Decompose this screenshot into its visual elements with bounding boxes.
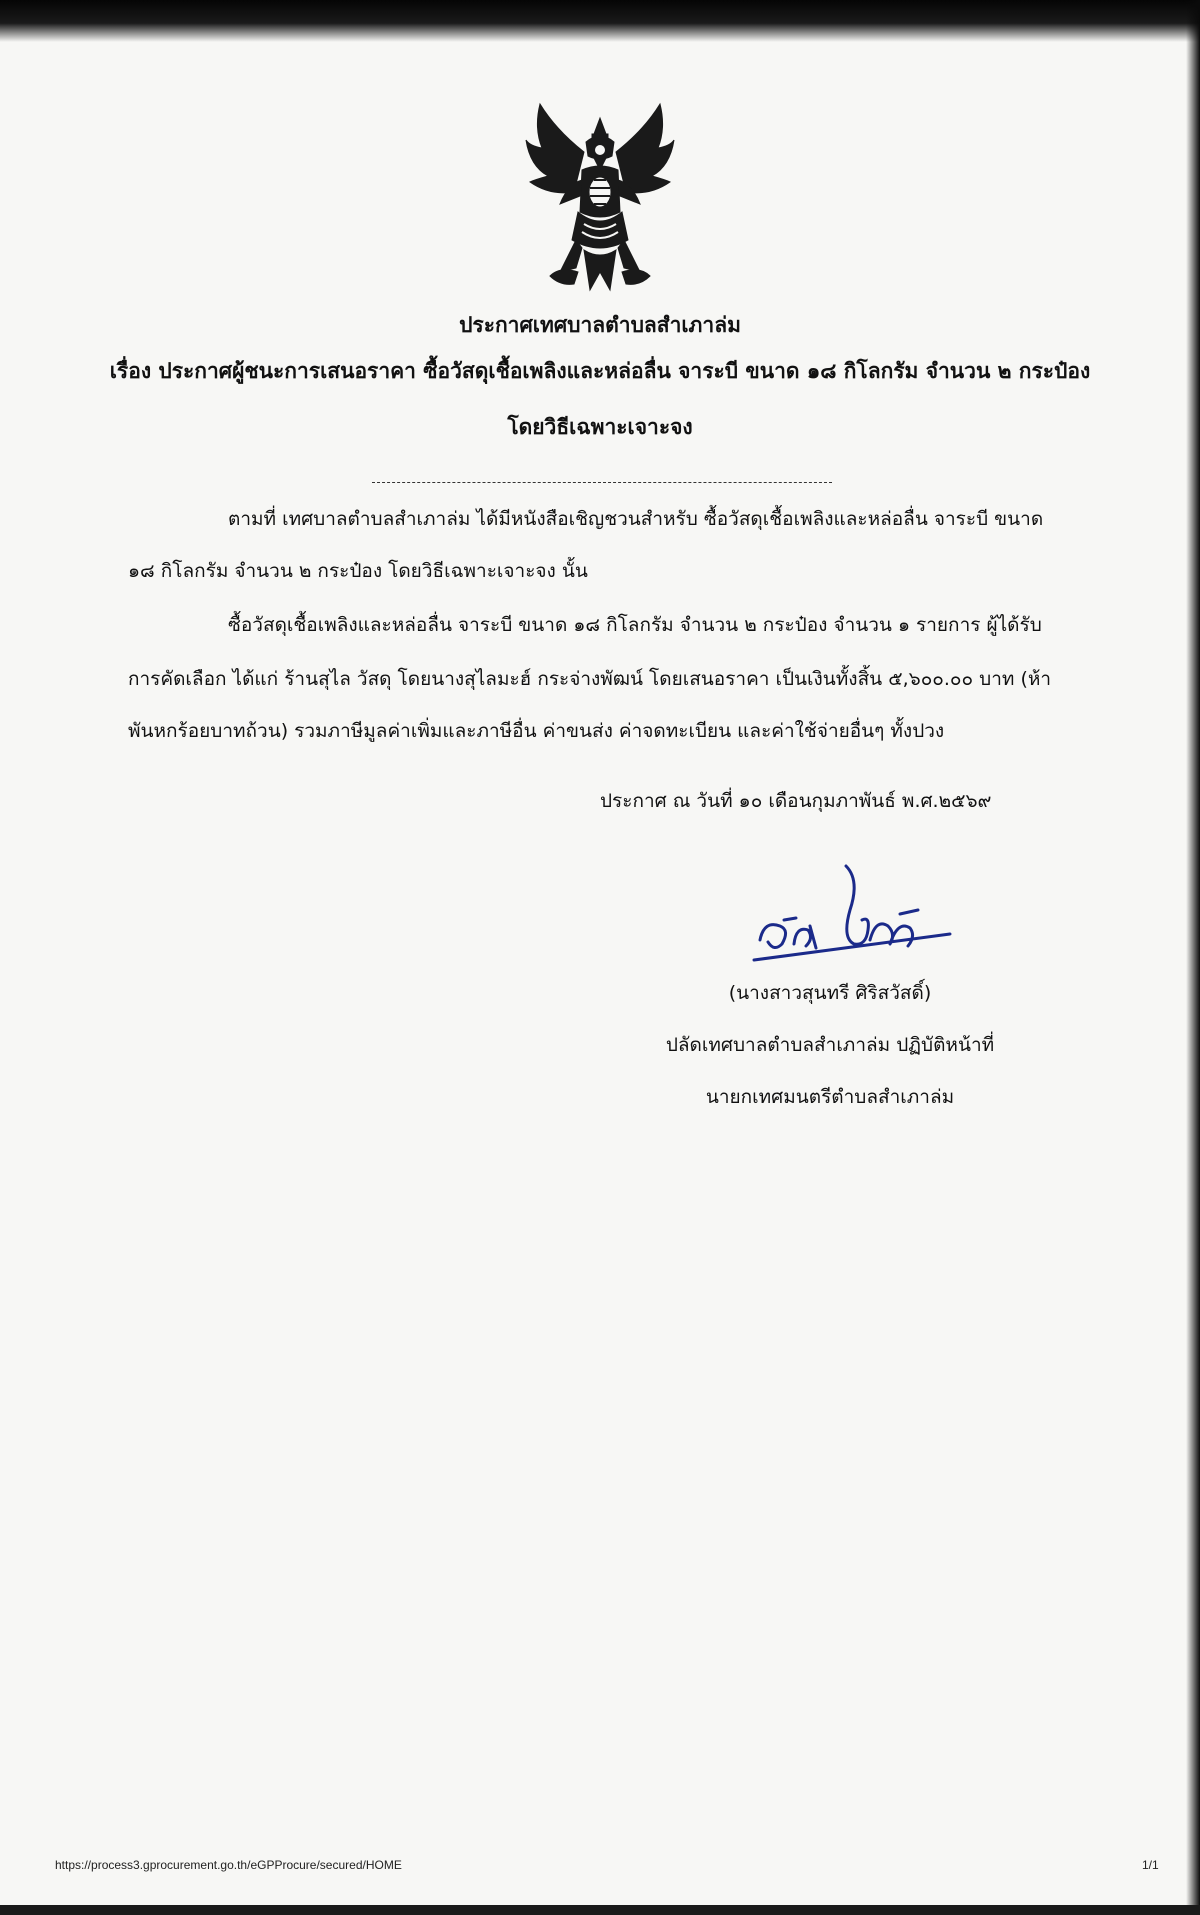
paragraph-2-line-1: ซื้อวัสดุเชื้อเพลิงและหล่อลื่น จาระบี ขนาด ๑๘ กิโลกรัม จำนวน ๒ กระป๋อง จำนวน ๑ รายการ ผู้ได้รับ (228, 614, 1042, 636)
garuda-emblem-icon (520, 100, 680, 300)
paragraph-2-line-3: พันหกร้อยบาทถ้วน) รวมภาษีมูลค่าเพิ่มและภาษีอื่น ค่าขนส่ง ค่าจดทะเบียน และค่าใช้จ่ายอื่นๆ ทั้งปวง (128, 720, 945, 742)
announcement-subject-line2: โดยวิธีเฉพาะเจาะจง (507, 415, 693, 439)
footer-url: https://process3.gprocurement.go.th/eGPProcure/secured/HOME (55, 1858, 402, 1872)
announcement-title: ประกาศเทศบาลตำบลสำเภาล่ม (459, 313, 741, 337)
signatory-position-line1: ปลัดเทศบาลตำบลสำเภาล่ม ปฏิบัติหน้าที่ (665, 1034, 995, 1056)
announcement-date: ประกาศ ณ วันที่ ๑๐ เดือนกุมภาพันธ์ พ.ศ.๒๕๖๙ (600, 790, 992, 812)
footer-page-number: 1/1 (1142, 1858, 1159, 1872)
announcement-subject: เรื่อง ประกาศผู้ชนะการเสนอราคา ซื้อวัสดุเชื้อเพลิงและหล่อลื่น จาระบี ขนาด ๑๘ กิโลกรัม จำนวน ๒ กระป๋อง (109, 359, 1091, 383)
heading-divider (372, 482, 832, 483)
paragraph-2-line-2: การคัดเลือก ได้แก่ ร้านสุไล วัสดุ โดยนางสุไลมะฮ์ กระจ่างพัฒน์ โดยเสนอราคา เป็นเงินทั้งสิ้น ๕,๖๐๐.๐๐ บาท (ห้า (128, 668, 1052, 690)
paragraph-1-line-1: ตามที่ เทศบาลตำบลสำเภาล่ม ได้มีหนังสือเชิญชวนสำหรับ ซื้อวัสดุเชื้อเพลิงและหล่อลื่น จาระบี ขนาด (228, 508, 1044, 530)
paragraph-1-line-2: ๑๘ กิโลกรัม จำนวน ๒ กระป๋อง โดยวิธีเฉพาะเจาะจง นั้น (128, 560, 588, 582)
handwritten-signature (750, 860, 960, 970)
signatory-position-line2: นายกเทศมนตรีตำบลสำเภาล่ม (705, 1086, 955, 1108)
signatory-name: (นางสาวสุนทรี ศิริสวัสดิ์) (728, 982, 932, 1004)
